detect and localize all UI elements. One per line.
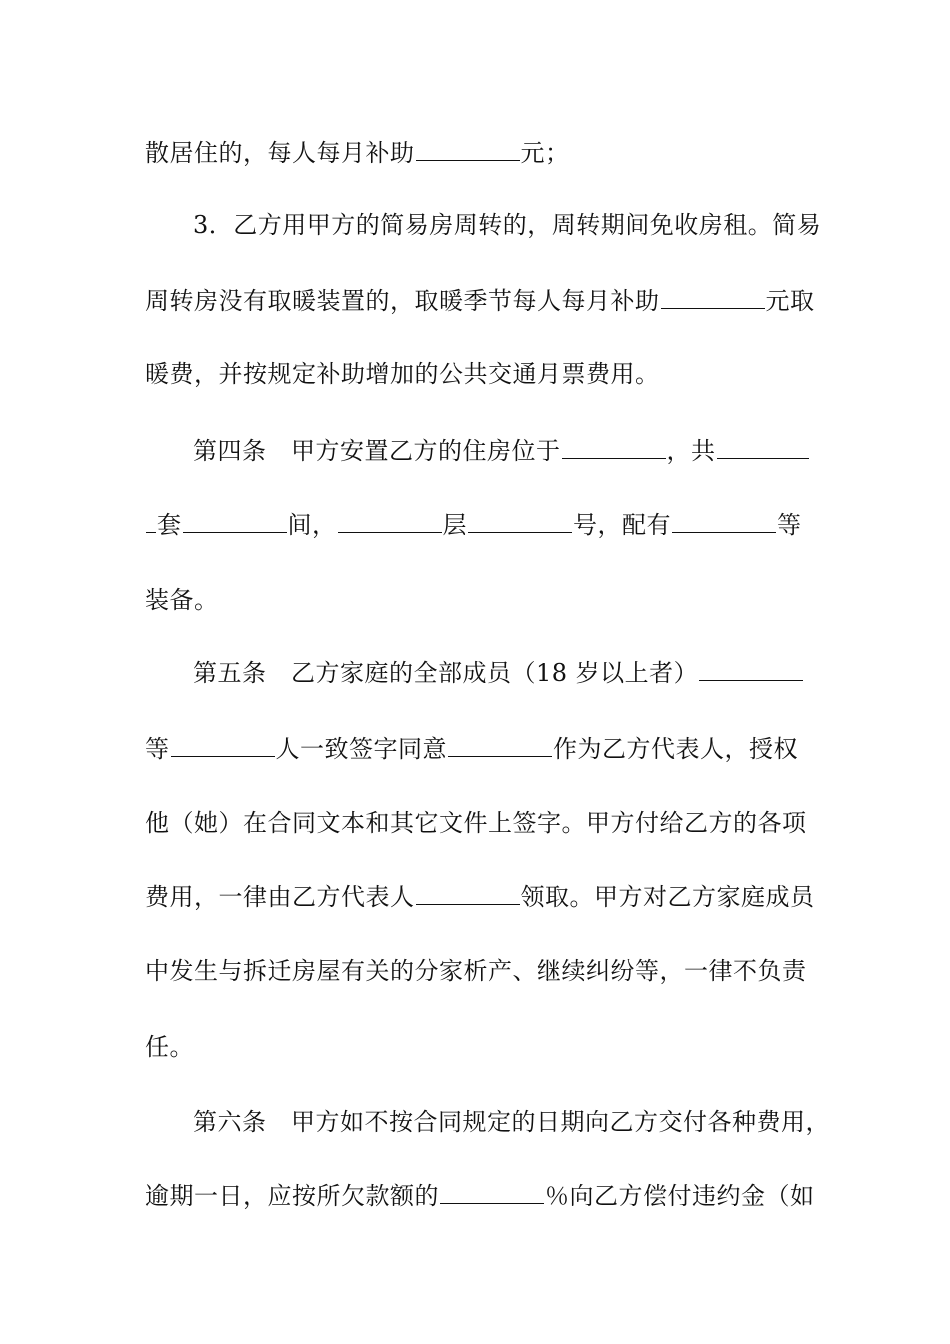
text-segment: 逾期一日，应按所欠款额的: [145, 1182, 439, 1210]
text-line-8: [193, 658, 810, 688]
blank-underline: [171, 736, 275, 757]
text-line-15: [145, 1181, 815, 1211]
text-line-13: [145, 1032, 810, 1062]
text-segment: 费用，一律由乙方代表人: [145, 883, 415, 911]
blank-underline: [448, 736, 552, 757]
text-line-11: [145, 882, 815, 912]
text-segment: 3．乙方用甲方的简易房周转的，周转期间免收房租。简易: [193, 211, 822, 239]
text-segment: 等: [145, 735, 170, 763]
blank-underline: [183, 512, 287, 533]
text-line-7: [145, 585, 810, 615]
text-line-4: [145, 359, 810, 389]
text-segment: 领取。甲方对乙方家庭成员: [520, 883, 815, 911]
text-segment: 任。: [145, 1033, 194, 1061]
text-segment: 第五条 乙方家庭的全部成员（18 岁以上者）: [193, 659, 699, 687]
blank-underline: [416, 140, 520, 161]
blank-underline: [699, 660, 803, 681]
blank-underline: [717, 438, 809, 459]
text-segment: 号，配有: [573, 511, 671, 539]
text-segment: 套: [157, 511, 182, 539]
text-segment: 周转房没有取暖装置的，取暖季节每人每月补助: [145, 287, 660, 315]
blank-underline: [672, 512, 776, 533]
text-line-5: [193, 436, 810, 466]
text-line-2: [193, 210, 822, 240]
text-segment: ％向乙方偿付违约金（如: [545, 1182, 815, 1210]
text-segment: 散居住的，每人每月补助: [145, 139, 415, 167]
text-segment: 元；: [520, 139, 570, 167]
text-segment: 他（她）在合同文本和其它文件上签字。甲方付给乙方的各项: [145, 809, 807, 837]
text-segment: 暖费，并按规定补助增加的公共交通月票费用。: [145, 360, 660, 388]
text-line-12: [145, 956, 810, 986]
text-segment: 间，: [287, 511, 337, 539]
blank-underline: [338, 512, 442, 533]
text-segment: 元取: [765, 287, 815, 315]
blank-underline: [562, 438, 666, 459]
text-line-6: [145, 510, 810, 540]
text-segment: 中发生与拆迁房屋有关的分家析产、继续纠纷等，一律不负责: [145, 957, 807, 985]
text-segment: ，共: [666, 437, 716, 465]
text-segment: 层: [442, 511, 467, 539]
text-segment: 作为乙方代表人，授权: [553, 735, 798, 763]
text-line-1: [145, 138, 810, 168]
text-segment: 装备。: [145, 586, 219, 614]
blank-underline: [661, 288, 765, 309]
text-line-10: [145, 808, 810, 838]
text-segment: 人一致签字同意: [275, 735, 447, 763]
text-segment: 第四条 甲方安置乙方的住房位于: [193, 437, 561, 465]
blank-underline: [416, 884, 520, 905]
text-line-3: [145, 286, 815, 316]
text-segment: 第六条 甲方如不按合同规定的日期向乙方交付各种费用，: [193, 1108, 830, 1136]
blank-underline: [468, 512, 572, 533]
text-segment: 等: [777, 511, 802, 539]
blank-underline: [146, 512, 156, 533]
blank-underline: [440, 1183, 544, 1204]
text-line-14: [193, 1107, 830, 1137]
text-line-9: [145, 734, 810, 764]
